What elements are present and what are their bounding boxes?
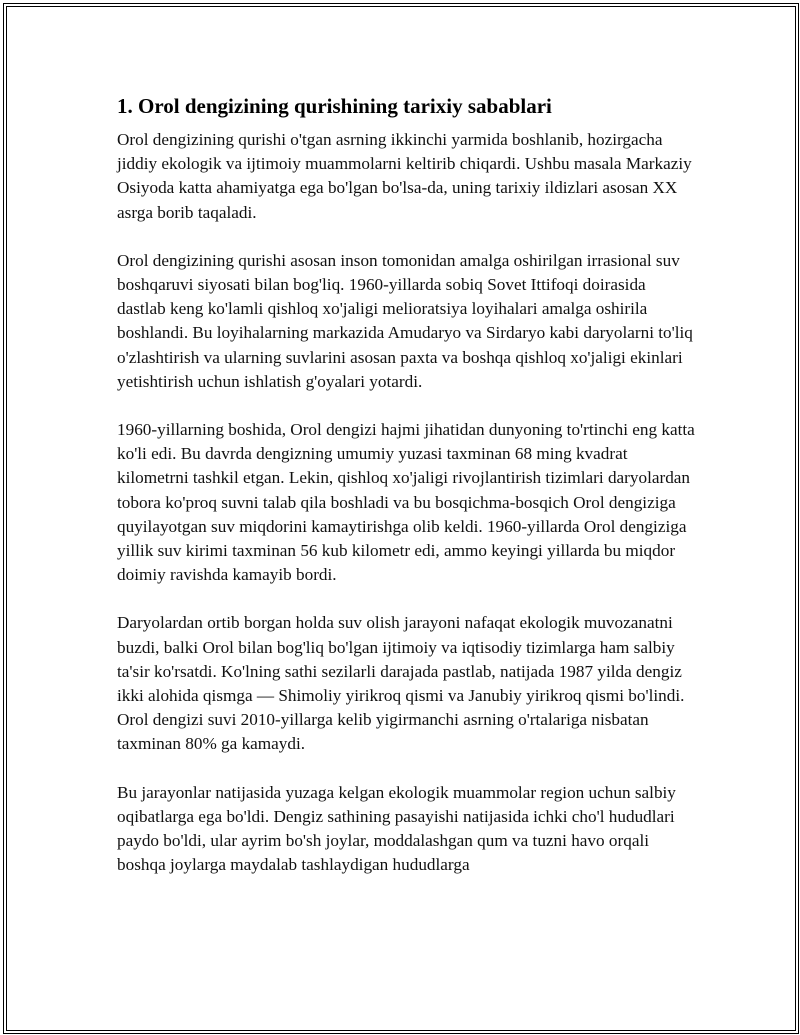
paragraph-2: Orol dengizining qurishi asosan inson tomonidan amalga oshirilgan irrasional suv boshqaruvi siyosati bilan bog'liq. 1960-yillarda sobiq Sovet Ittifoqi doirasida dastlab keng ko'lamli qishloq xo'jaligi melioratsiya loyihalari amalga oshirila boshlandi. Bu loyihalarning markazida Amudaryo va Sirdaryo kabi daryolarni to'liq o'zlashtirish va ularning suvlarini asosan paxta va boshqa qishloq xo'jaligi ekinlari yetishtirish uchun ishlatish g'oyalari yotardi.: [117, 250, 693, 391]
paragraph-4: Daryolardan ortib borgan holda suv olish jarayoni nafaqat ekologik muvozanatni buzdi, balki Orol bilan bog'liq bo'lgan ijtimoiy va iqtisodiy tizimlarga ham salbiy ta'sir ko'rsatdi. Ko'lning sathi sezilarli darajada pastlab, natijada 1987 yilda dengiz ikki alohida qismga — Shimoliy yirikroq qismi va Janubiy yirikroq qismi bo'lindi. Orol dengizi suvi 2010-yillarga kelib yigirmanchi asrning o'rtalariga nisbatan taxminan 80% ga kamaydi.: [117, 613, 685, 754]
section-heading: 1. Orol dengizining qurishining tarixiy sabablari: [117, 94, 552, 118]
document-body: [117, 92, 697, 901]
paragraph-3: 1960-yillarning boshida, Orol dengizi hajmi jihatidan dunyoning to'rtinchi eng katta ko'li edi. Bu davrda dengizning umumiy yuzasi taxminan 68 ming kvadrat kilometrni tashkil etgan. Lekin, qishloq xo'jaligi rivojlantirish tizimlari daryolardan tobora ko'proq suvni talab qila boshladi va bu bosqichma-bosqich Orol dengiziga quyilayotgan suv miqdorini kamaytirishga olib keldi. 1960-yillarda Orol dengiziga yillik suv kirimi taxminan 56 kub kilometr edi, ammo keyingi yillarda bu miqdor doimiy ravishda kamayib bordi.: [117, 420, 695, 585]
paragraph-1: Orol dengizining qurishi o'tgan asrning ikkinchi yarmida boshlanib, hozirgacha jiddiy ekologik va ijtimoiy muammolarni keltirib chiqardi. Ushbu masala Markaziy Osiyoda katta ahamiyatga ega bo'lgan bo'lsa-da, uning tarixiy ildizlari asosan XX asrga borib taqaladi.: [117, 130, 692, 222]
paragraph-5: Bu jarayonlar natijasida yuzaga kelgan ekologik muammolar region uchun salbiy oqibatlarga ega bo'ldi. Dengiz sathining pasayishi natijasida ichki cho'l hududlari paydo bo'ldi, ular ayrim bo'sh joylar, moddalashgan qum va tuzni havo orqali boshqa joylarga maydalab tashlaydigan hududlarga: [117, 782, 676, 875]
